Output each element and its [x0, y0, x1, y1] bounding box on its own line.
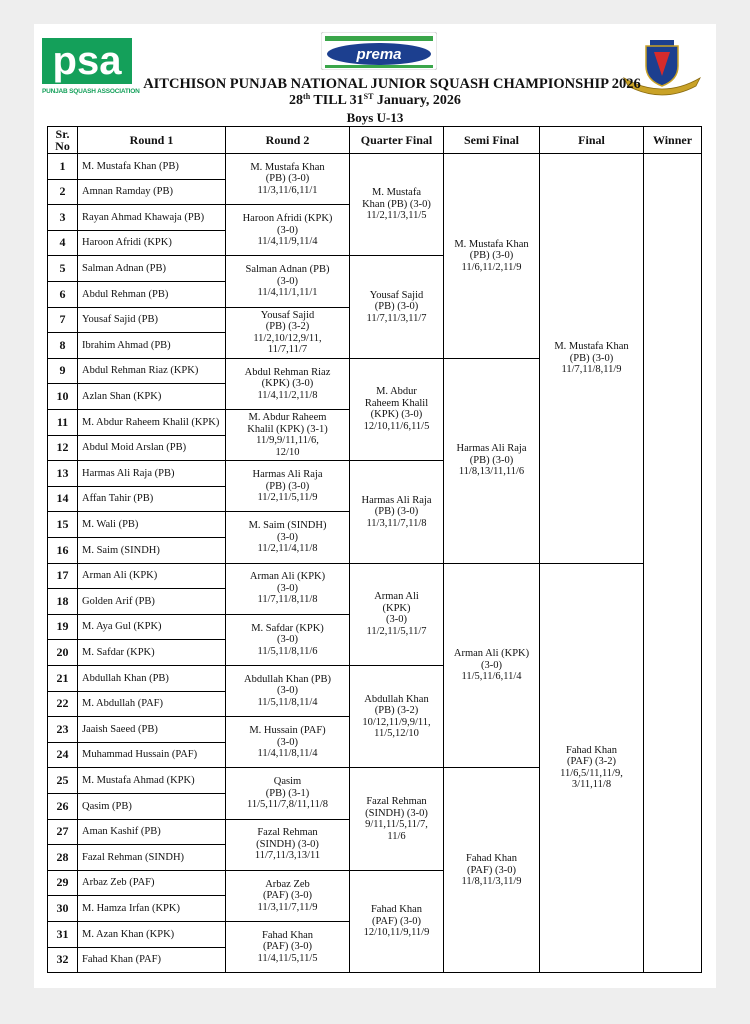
result-line: 3/11,11/8	[571, 779, 612, 791]
round2-result	[225, 460, 350, 512]
sr-no: 30	[47, 895, 78, 922]
round1-player: Arbaz Zeb (PAF)	[77, 870, 226, 897]
end-day: 31	[349, 93, 364, 108]
result-line: (PB) (3-0)	[374, 301, 419, 313]
sr-no: 6	[47, 281, 78, 308]
round2-result	[225, 819, 350, 871]
column-header: Sr. No	[47, 126, 78, 154]
result-lines	[257, 930, 317, 965]
result-line: Arman Ali (KPK)	[453, 648, 530, 660]
result-line: (3-0)	[386, 614, 407, 626]
result-line: Fazal Rehman	[366, 796, 427, 808]
result-lines	[364, 386, 430, 432]
round1-player: Abdullah Khan (PB)	[77, 665, 226, 692]
result-lines	[454, 239, 528, 274]
result-line: 12/10,11/6,11/5	[363, 420, 430, 432]
quarter-final-result	[349, 153, 444, 256]
round1-player: Ibrahim Ahmad (PB)	[77, 332, 226, 359]
result-line: 9/11,11/5,11/7,	[365, 819, 428, 831]
round2-result	[225, 921, 350, 973]
result-lines	[554, 341, 628, 376]
result-line: Arman Ali	[374, 591, 419, 603]
result-line: Arman Ali (KPK)	[249, 571, 326, 583]
division-label: Boys U-13	[346, 110, 404, 125]
column-header: Semi Final	[443, 126, 540, 154]
result-line: (SINDH) (3-0)	[365, 807, 428, 819]
sr-no: 31	[47, 921, 78, 948]
result-line: Arbaz Zeb	[265, 878, 310, 890]
round1-player: Fahad Khan (PAF)	[77, 947, 226, 974]
result-line: (3-0)	[481, 659, 502, 671]
round2-result	[225, 767, 350, 819]
result-line: 10/12,11/9,9/11,	[362, 716, 431, 728]
column-header: Round 2	[225, 126, 350, 154]
result-lines	[364, 904, 430, 939]
result-line: Fazal Rehman	[257, 827, 318, 839]
result-line: 11/3,11/6,11/1	[257, 184, 318, 196]
result-line: 11/3,11/7,11/8	[366, 517, 427, 529]
sr-no: 3	[47, 204, 78, 231]
round2-result	[225, 358, 350, 410]
result-line: M. Hussain (PAF)	[249, 725, 326, 737]
round1-player: Yousaf Sajid (PB)	[77, 307, 226, 334]
column-header: Round 1	[77, 126, 226, 154]
sr-no: 26	[47, 793, 78, 820]
result-line: Abdul Rehman Riaz	[244, 366, 331, 378]
round1-player: Harmas Ali Raja (PB)	[77, 460, 226, 487]
result-line: 11/2,11/5,11/9	[257, 492, 318, 504]
result-line: Salman Adnan (PB)	[245, 264, 330, 276]
result-lines	[362, 694, 430, 740]
result-lines	[366, 290, 426, 325]
end-day-suffix: ST	[363, 92, 374, 101]
result-line: Abdullah Khan	[364, 693, 429, 705]
sr-no: 27	[47, 819, 78, 846]
result-line: 11/7,11/8,11/9	[561, 364, 622, 376]
result-line: 11/8,13/11,11/6	[458, 466, 525, 478]
sr-no: 11	[47, 409, 78, 436]
prema-logo-text: prema	[356, 46, 402, 63]
round1-player: M. Abdur Raheem Khalil (KPK)	[77, 409, 226, 436]
round1-player: Muhammad Hussain (PAF)	[77, 742, 226, 769]
round1-player: Golden Arif (PB)	[77, 588, 226, 615]
result-line: Fahad Khan	[565, 744, 618, 756]
month-year: January, 2026	[376, 93, 461, 108]
draw-bracket	[47, 126, 701, 973]
round1-player: Abdul Rehman Riaz (KPK)	[77, 358, 226, 385]
result-line: Fahad Khan	[465, 853, 518, 865]
result-lines	[245, 367, 331, 402]
result-line: (3-0)	[277, 582, 298, 594]
result-line: (3-0)	[277, 275, 298, 287]
result-line: 11/5,11/6,11/4	[461, 671, 522, 683]
result-line: (3-0)	[276, 224, 298, 236]
result-line: Harmas Ali Raja	[252, 469, 323, 481]
result-lines	[365, 796, 428, 842]
result-line: (3-0)	[277, 531, 298, 543]
result-line: Harmas Ali Raja	[456, 443, 527, 455]
round2-result	[225, 511, 350, 563]
sr-no: 23	[47, 716, 78, 743]
winner-cell	[643, 153, 702, 973]
sr-no: 12	[47, 435, 78, 462]
prema-logo	[321, 32, 437, 70]
sr-no: 24	[47, 742, 78, 769]
quarter-final-result	[349, 563, 444, 666]
result-line: 11/6,11/2,11/9	[461, 261, 522, 273]
result-line: Yousaf Sajid	[260, 309, 315, 321]
sr-no: 29	[47, 870, 78, 897]
quarter-final-result	[349, 665, 444, 768]
result-line: 11/7,11/3,11/7	[366, 312, 427, 324]
round2-result	[225, 409, 350, 461]
round1-player: M. Wali (PB)	[77, 511, 226, 538]
result-line: 11/2,10/12,9/11,	[253, 332, 322, 344]
quarter-final-result	[349, 255, 444, 358]
result-lines	[457, 443, 527, 478]
result-line: (3-0)	[277, 634, 298, 646]
result-line: 12/10	[275, 446, 300, 458]
round2-result	[225, 665, 350, 717]
result-lines	[250, 571, 325, 606]
round1-player: Rayan Ahmad Khawaja (PB)	[77, 204, 226, 231]
semi-final-result	[443, 153, 540, 359]
round1-player: Arman Ali (KPK)	[77, 563, 226, 590]
result-line: 11/9,9/11,11/6,	[256, 435, 319, 447]
quarter-final-result	[349, 870, 444, 973]
document-page	[34, 24, 716, 988]
round1-player: M. Saim (SINDH)	[77, 537, 226, 564]
round1-player: M. Mustafa Ahmad (KPK)	[77, 767, 226, 794]
round1-player: Qasim (PB)	[77, 793, 226, 820]
round1-player: Haroon Afridi (KPK)	[77, 230, 226, 257]
sr-no: 2	[47, 179, 78, 206]
round2-result	[225, 870, 350, 922]
round1-player: Amnan Ramday (PB)	[77, 179, 226, 206]
result-line: M. Mustafa Khan	[554, 341, 629, 353]
result-line: Fahad Khan	[261, 929, 314, 941]
result-lines	[249, 725, 325, 760]
result-line: 11/2,11/5,11/7	[366, 625, 427, 637]
result-line: 11/8,11/3,11/9	[461, 876, 522, 888]
sr-no: 18	[47, 588, 78, 615]
quarter-final-result	[349, 358, 444, 461]
round1-player: M. Abdullah (PAF)	[77, 691, 226, 718]
round1-player: M. Safdar (KPK)	[77, 639, 226, 666]
sr-no: 17	[47, 563, 78, 590]
result-line: (SINDH) (3-0)	[256, 838, 319, 850]
semi-final-result	[443, 563, 540, 769]
sr-no: 4	[47, 230, 78, 257]
result-lines	[243, 213, 333, 248]
result-line: (PB) (3-2)	[265, 321, 310, 333]
result-lines	[247, 412, 327, 458]
result-lines	[251, 623, 324, 658]
document-title: AITCHISON PUNJAB NATIONAL JUNIOR SQUASH CHAMPIONSHIP 2026	[143, 76, 641, 92]
result-line: 11/5,11/8,11/6	[257, 645, 318, 657]
round2-result	[225, 716, 350, 768]
sr-no: 9	[47, 358, 78, 385]
result-line: 11/4,11/2,11/8	[257, 389, 318, 401]
sr-no: 28	[47, 844, 78, 871]
result-line: Fahad Khan	[370, 904, 422, 916]
result-line: (PAF) (3-2)	[567, 756, 616, 768]
round1-player: Azlan Shan (KPK)	[77, 383, 226, 410]
result-line: (PAF) (3-0)	[467, 864, 516, 876]
result-line: 11/4,11/9,11/4	[257, 236, 318, 248]
result-line: (PB) (3-0)	[374, 506, 419, 518]
round1-player: Aman Kashif (PB)	[77, 819, 226, 846]
sr-no: 32	[47, 947, 78, 974]
result-line: M. Abdur	[376, 386, 417, 398]
result-line: (3-0)	[276, 685, 298, 697]
result-line: 11/3,11/7,11/9	[257, 901, 318, 913]
result-line: 11/2,11/4,11/8	[257, 543, 318, 555]
result-line: 11/4,11/1,11/1	[257, 287, 318, 299]
round2-result	[225, 255, 350, 307]
sr-no: 7	[47, 307, 78, 334]
round2-result	[225, 204, 350, 256]
result-lines	[362, 495, 432, 530]
round1-player: M. Azan Khan (KPK)	[77, 921, 226, 948]
result-lines	[253, 469, 323, 504]
result-line: 11/7,11/3,13/11	[254, 850, 321, 862]
result-line: 11/4,11/5,11/5	[257, 952, 318, 964]
result-line: Khalil (KPK) (3-1)	[247, 423, 328, 435]
result-line: M. Mustafa	[371, 187, 421, 199]
sr-no: 19	[47, 614, 78, 641]
result-line: 11/5,11/8,11/4	[257, 696, 318, 708]
round1-player: M. Mustafa Khan (PB)	[77, 153, 226, 180]
result-line: (PB) (3-0)	[569, 352, 614, 364]
round1-player: Fazal Rehman (SINDH)	[77, 844, 226, 871]
quarter-final-result	[349, 460, 444, 563]
result-line: Haroon Afridi (KPK)	[242, 213, 333, 225]
sr-no: 1	[47, 153, 78, 180]
result-line: (PB) (3-2)	[374, 705, 419, 717]
semi-final-result	[443, 767, 540, 973]
result-line: 11/4,11/8,11/4	[257, 748, 318, 760]
sr-no: 10	[47, 383, 78, 410]
result-lines	[454, 648, 529, 683]
result-line: (PAF) (3-0)	[263, 941, 312, 953]
result-line: Khan (PB) (3-0)	[362, 198, 431, 210]
result-line: 11/7,11/7	[267, 344, 308, 356]
result-line: (3-0)	[277, 736, 298, 748]
result-lines	[246, 264, 330, 299]
result-line: Qasim	[273, 776, 302, 788]
sr-no: 21	[47, 665, 78, 692]
result-line: (PB) (3-0)	[265, 173, 310, 185]
result-lines	[362, 187, 431, 222]
psa-logo-caption: PUNJAB SQUASH ASSOCIATION	[42, 88, 140, 95]
result-line: M. Saim (SINDH)	[248, 520, 327, 532]
result-line: (PB) (3-0)	[469, 250, 514, 262]
till-label: TILL	[313, 93, 347, 108]
column-header: Winner	[643, 126, 702, 154]
sr-no: 5	[47, 255, 78, 282]
result-line: (KPK) (3-0)	[261, 378, 314, 390]
result-line: M. Safdar (KPK)	[251, 622, 324, 634]
round1-player: Affan Tahir (PB)	[77, 486, 226, 513]
sr-no: 13	[47, 460, 78, 487]
column-header: Final	[539, 126, 644, 154]
result-line: Raheem Khalil	[364, 397, 429, 409]
result-lines	[366, 591, 426, 637]
round1-player: Abdul Rehman (PB)	[77, 281, 226, 308]
column-header: Quarter Final	[349, 126, 444, 154]
result-lines	[461, 853, 521, 888]
result-lines	[244, 674, 331, 709]
result-line: 11/5,11/7,8/11,11/8	[247, 799, 328, 811]
round1-player: Abdul Moid Arslan (PB)	[77, 435, 226, 462]
sr-no: 15	[47, 511, 78, 538]
quarter-final-result	[349, 767, 444, 870]
sr-no: 20	[47, 639, 78, 666]
final-result	[539, 153, 644, 564]
round2-result	[225, 153, 350, 205]
sr-no: 16	[47, 537, 78, 564]
result-line: Yousaf Sajid	[369, 289, 424, 301]
result-lines	[247, 776, 328, 811]
result-line: (PB) (3-0)	[469, 454, 514, 466]
result-line: (PAF) (3-0)	[263, 890, 312, 902]
result-line: Abdullah Khan (PB)	[244, 673, 331, 685]
round2-result	[225, 307, 350, 359]
sr-no: 22	[47, 691, 78, 718]
sr-no: 14	[47, 486, 78, 513]
round1-player: Jaaish Saeed (PB)	[77, 716, 226, 743]
result-lines	[257, 879, 317, 914]
result-line: 12/10,11/9,11/9	[363, 927, 430, 939]
result-line: (KPK)	[382, 602, 411, 614]
result-lines	[249, 520, 327, 555]
result-line: (PAF) (3-0)	[372, 915, 421, 927]
result-lines	[560, 745, 623, 791]
result-line: (KPK) (3-0)	[370, 409, 423, 421]
start-day-suffix: th	[303, 92, 311, 101]
sr-no: 25	[47, 767, 78, 794]
result-lines	[255, 827, 320, 862]
round2-result	[225, 563, 350, 615]
event-dates	[34, 92, 716, 109]
round1-player: M. Hamza Irfan (KPK)	[77, 895, 226, 922]
result-lines	[250, 162, 324, 197]
psa-logo-text: psa	[52, 39, 122, 83]
round2-result	[225, 614, 350, 666]
result-line: 11/2,11/3,11/5	[366, 210, 427, 222]
sr-no: 8	[47, 332, 78, 359]
result-line: 11/6,5/11,11/9,	[560, 767, 623, 779]
result-line: (PB) (3-1)	[265, 787, 310, 799]
semi-final-result	[443, 358, 540, 564]
result-line: 11/5,12/10	[374, 728, 419, 740]
start-day: 28	[289, 93, 304, 108]
result-line: 11/7,11/8,11/8	[257, 594, 318, 606]
final-result	[539, 563, 644, 974]
result-line: M. Mustafa Khan	[250, 161, 325, 173]
result-line: 11/6	[387, 830, 406, 842]
round1-player: Salman Adnan (PB)	[77, 255, 226, 282]
result-line: Harmas Ali Raja	[361, 494, 432, 506]
result-line: M. Mustafa Khan	[454, 238, 529, 250]
round1-player: M. Aya Gul (KPK)	[77, 614, 226, 641]
result-line: (PB) (3-0)	[265, 480, 310, 492]
result-lines	[253, 310, 321, 356]
result-line: M. Abdur Raheem	[248, 412, 327, 424]
